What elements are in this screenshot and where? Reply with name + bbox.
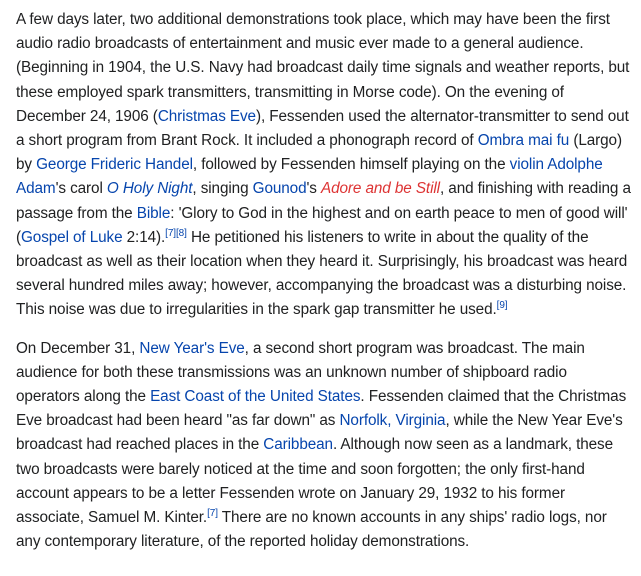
text-run: (Largo)	[569, 132, 622, 150]
citation-ref-8[interactable]: [8]	[176, 227, 187, 239]
text-run: There are no known accounts in any ships' radio logs, nor	[217, 509, 607, 527]
citation-superscript	[165, 228, 176, 239]
paragraph	[16, 337, 632, 555]
link-caribbean[interactable]: Caribbean	[263, 436, 333, 454]
text-run: audience for both these transmissions was an unknown number of shipboard radio	[16, 363, 567, 381]
text-run: (	[16, 228, 21, 246]
citation-superscript	[176, 228, 187, 239]
text-run: , and finishing with reading a	[439, 180, 631, 198]
text-run: , a second short program was broadcast. The main	[244, 339, 585, 357]
text-run: : 'Glory to God in the highest and on earth peace to men of good will'	[170, 204, 628, 222]
text-run: a short program from Brant Rock. It included a phonograph record of	[16, 132, 478, 150]
link-violin[interactable]: violin	[509, 156, 544, 174]
link-east-coast-of-the-united-states[interactable]: East Coast of the United States	[150, 388, 361, 406]
text-run: by	[16, 156, 37, 174]
text-run: He petitioned his listeners to write in about the quality of the	[186, 228, 589, 246]
article-body	[16, 8, 632, 554]
link-adam[interactable]: Adam	[16, 180, 56, 198]
text-run: This noise was due to irregularities in the spark gap transmitter he used.	[16, 301, 497, 319]
link-gospel-of-luke[interactable]: Gospel of Luke	[21, 228, 123, 246]
link-george-frideric-handel[interactable]: George Frideric Handel	[36, 156, 193, 174]
text-run: 's carol	[55, 180, 107, 198]
citation-ref-9[interactable]: [9]	[496, 300, 508, 312]
text-run: passage from the	[16, 204, 137, 222]
link-adolphe[interactable]: Adolphe	[547, 156, 603, 174]
link-adore-and-be-still[interactable]: Adore and be Still	[321, 180, 440, 198]
text-run: 2:14).	[122, 228, 166, 246]
text-run: December 24, 1906 (	[16, 107, 158, 125]
text-run: broadcast had reached places in the	[16, 436, 264, 454]
citation-ref-7[interactable]: [7]	[165, 227, 176, 239]
text-run: 's	[306, 180, 322, 198]
text-run: account appears to be a letter Fessenden wrote on January 29, 1932 to his former	[16, 484, 565, 502]
link-bible[interactable]: Bible	[136, 204, 171, 222]
text-run: A few days later, two additional demonstrations took place, which may have been the first	[16, 11, 610, 28]
link-christmas-eve[interactable]: Christmas Eve	[157, 107, 256, 125]
text-run: two broadcasts were barely noticed at the time and soon forgotten; the only first-hand	[16, 460, 585, 478]
text-run: (Beginning in 1904, the U.S. Navy had broadcast daily time signals and weather reports, but	[16, 59, 630, 77]
text-run: , followed by Fessenden himself playing on the	[192, 156, 510, 174]
paragraph	[16, 8, 632, 323]
link-gounod[interactable]: Gounod	[252, 180, 307, 198]
link-ombra-mai-fu[interactable]: Ombra mai fu	[477, 132, 570, 150]
link-o-holy-night[interactable]: O Holy Night	[106, 180, 193, 198]
text-run: operators along the	[16, 388, 151, 406]
text-run: On December 31,	[16, 339, 140, 357]
text-run: , while the New Year Eve's	[445, 412, 623, 430]
text-run: associate, Samuel M. Kinter.	[16, 509, 208, 527]
text-run: Eve broadcast had been heard "as far down" as	[16, 412, 340, 430]
link-new-year-s-eve[interactable]: New Year's Eve	[139, 339, 245, 357]
link-norfolk-virginia[interactable]: Norfolk, Virginia	[339, 412, 446, 430]
citation-superscript	[207, 508, 218, 519]
text-run: , singing	[192, 180, 253, 198]
text-run: audio radio broadcasts of entertainment and music ever made to a general audience.	[16, 35, 584, 53]
text-run: several hundred miles away; however, accompanying the broadcast was a disturbing noise.	[16, 277, 627, 295]
text-run: ), Fessenden used the alternator-transmitter to send out	[255, 107, 629, 125]
text-run: . Although now seen as a landmark, these	[332, 436, 613, 454]
text-run: . Fessenden claimed that the Christmas	[360, 388, 627, 406]
text-run: broadcast as well as their location when they heard it. Surprisingly, his broadcast was heard	[16, 253, 628, 271]
text-run: any contemporary literature, of the reported holiday demonstrations.	[16, 533, 470, 551]
text-run: these employed spark transmitters, transmitting in Morse code). On the evening of	[16, 83, 564, 101]
citation-ref-7[interactable]: [7]	[207, 508, 218, 520]
citation-superscript	[497, 300, 508, 311]
